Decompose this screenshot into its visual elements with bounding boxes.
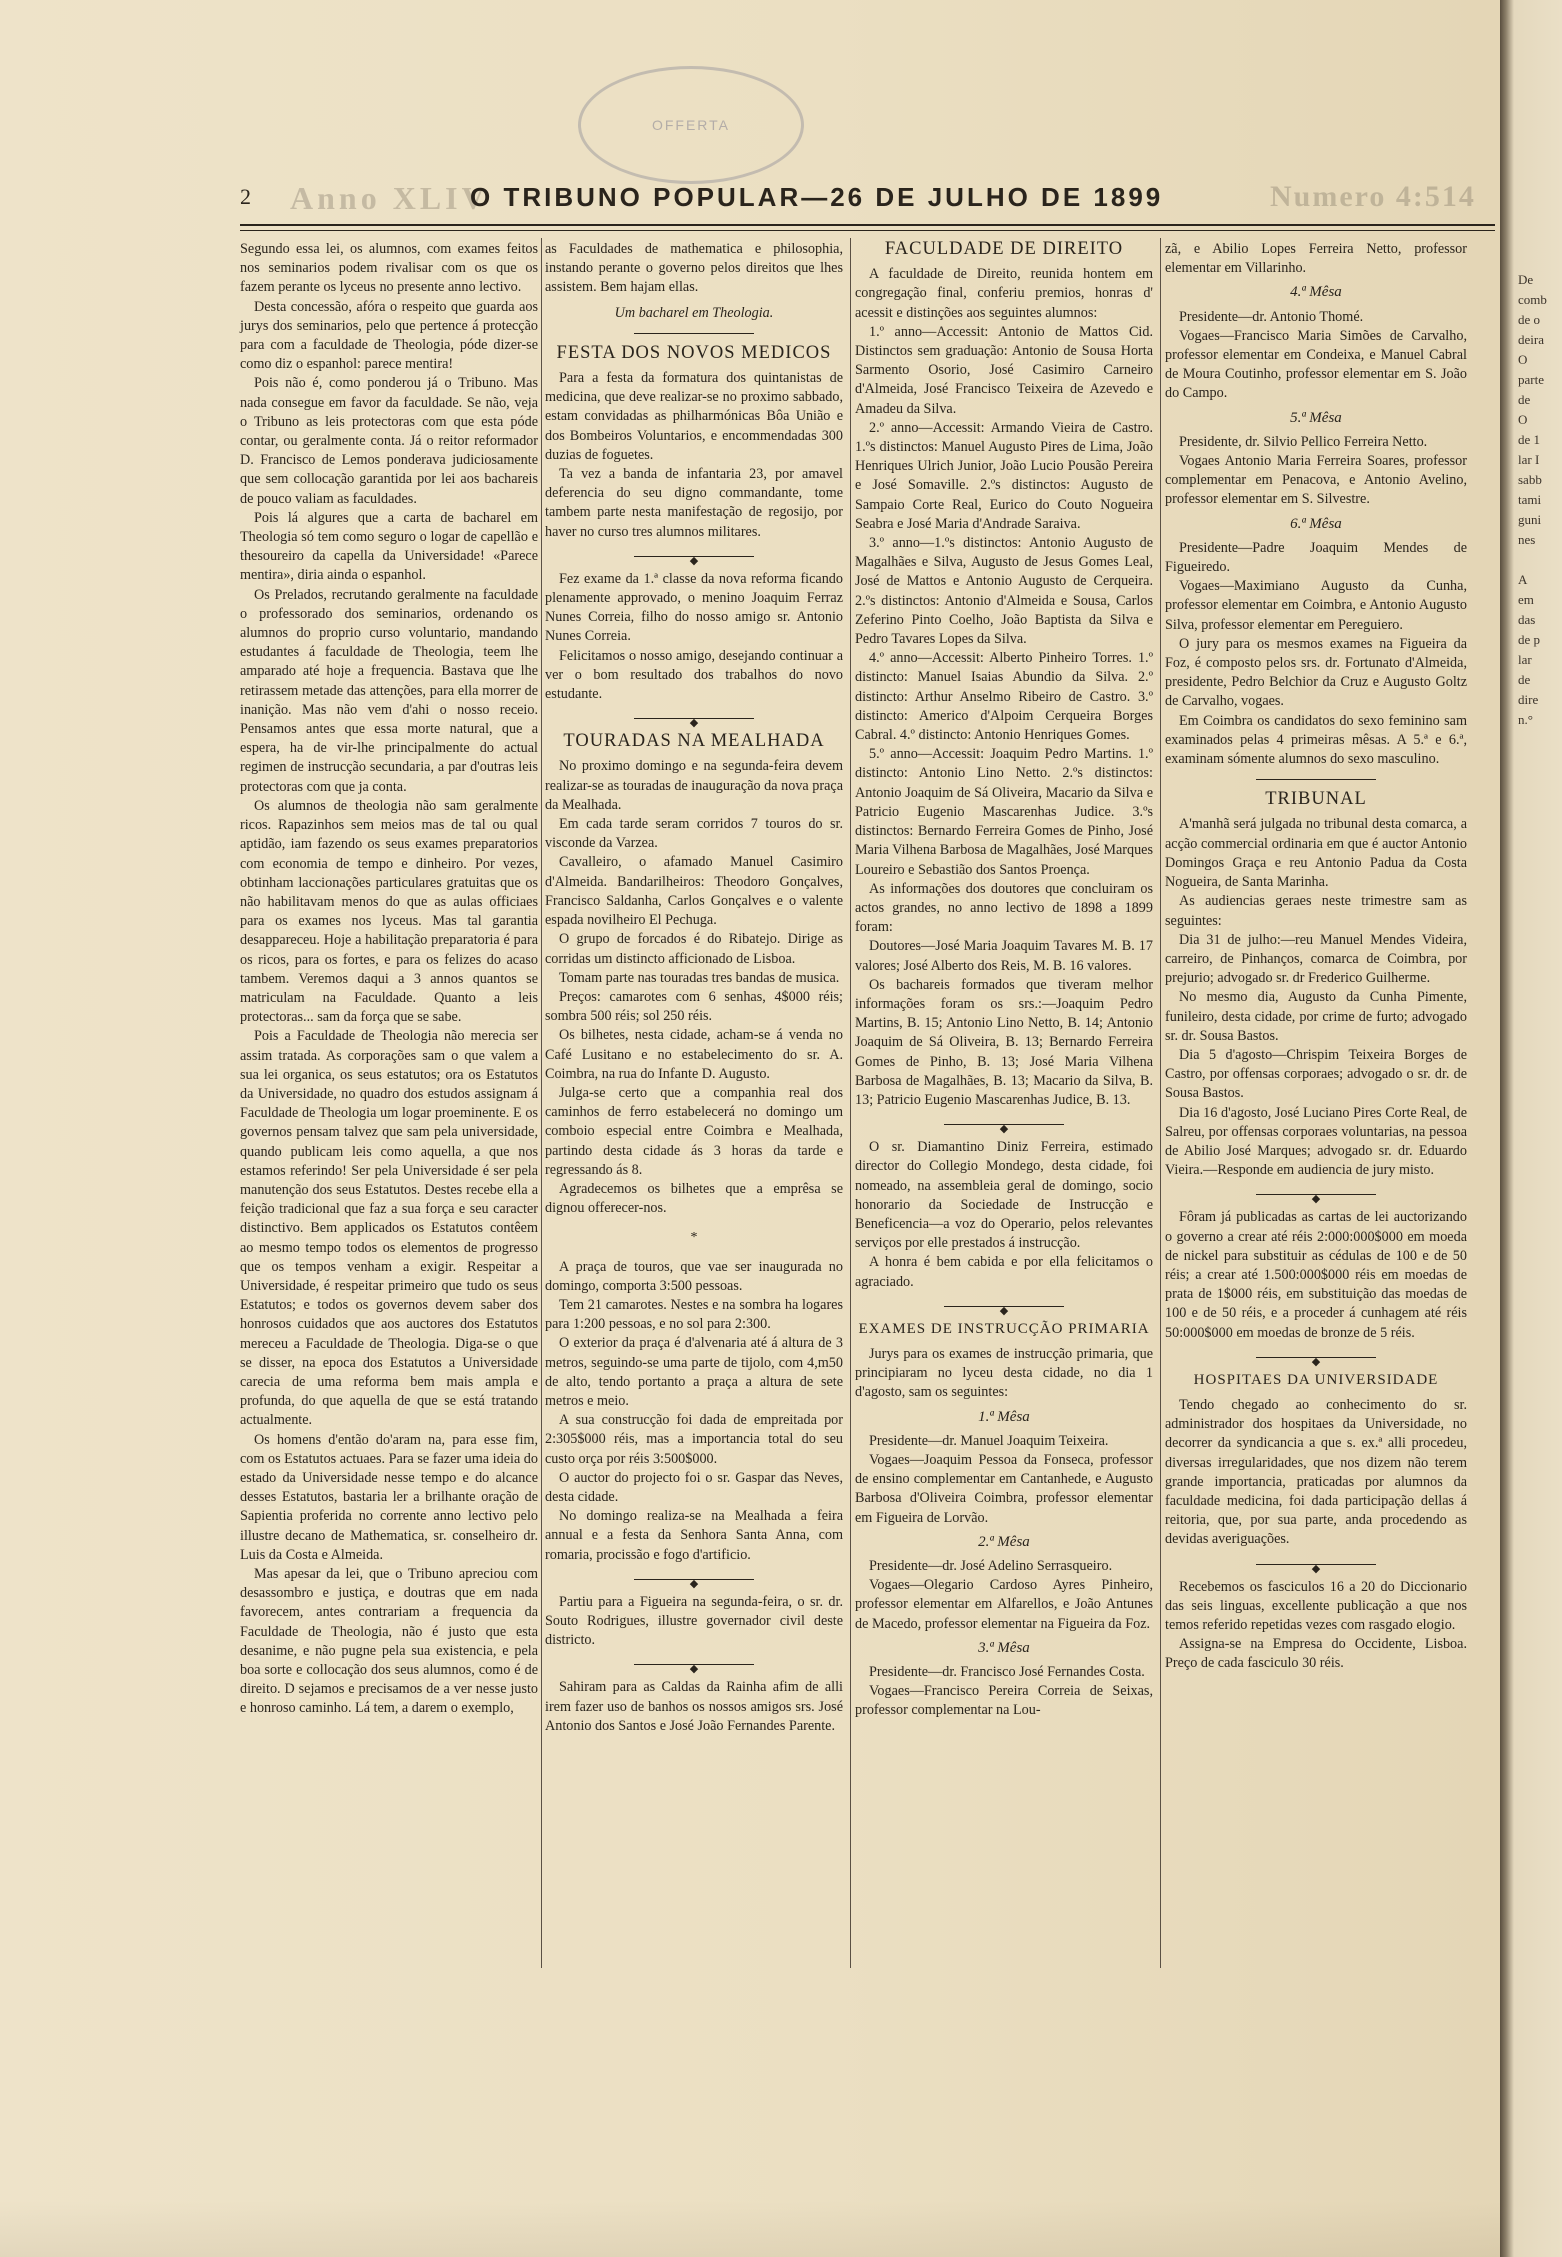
paragraph: Agradecemos os bilhetes que a emprêsa se dignou offerecer-nos. (545, 1180, 843, 1217)
asterisk-divider: * (690, 1230, 698, 1246)
ornament-divider: ◆ (1165, 1189, 1467, 1199)
paragraph: Tomam parte nas touradas tres bandas de musica. (559, 969, 840, 986)
ornament-divider: ◆ (545, 551, 843, 561)
column-3 (855, 240, 1153, 1721)
paragraph: Fôram já publicadas as cartas de lei auctorizando o governo a crear até réis 2:000:000$000 em moeda de nickel para substituir as cédulas de 100 e de 50 réis; a crear até 1.500:000$000 réis em moedas de prata de 1$000 réis, em substituição das moedas de 100 e de 50 réis, e a proceder á cunhagem até réis 50:000$000 em moedas de bronze de 5 réis. (1165, 1209, 1467, 1341)
paragraph: as Faculdades de mathematica e philosophia, instando perante o governo pelos direitos que lhes assistem. Bem hajam ellas. (545, 241, 843, 296)
mesa-label: 5.ª Mêsa (1290, 409, 1342, 426)
section-heading: TOURADAS NA MEALHADA (563, 731, 825, 752)
paragraph: A faculdade de Direito, reunida hontem em congregação final, conferiu premios, honras d' acessit e distinções aos seguintes alumnos: (855, 266, 1153, 321)
column-divider (541, 238, 542, 1968)
stamp-text: OFFERTA (651, 117, 731, 133)
paragraph: Jurys para os exames de instrucção primaria, que principiaram no lyceu desta cidade, no dia 1 d'agosto, sam os seguintes: (855, 1345, 1153, 1401)
paragraph: Os Prelados, recrutando geralmente na faculdade o professorado dos seminarios, ordenando os alumnos do proprio curso voluntario, mandando estudantes á faculdade de Theologia, teem lhe amparado até hoje a frequencia. Bastava que lhe retirassem metade das attenções, para ella morrer de inanição. Mas não vem d'ahi o nosso receio. Pensamos antes que essa morte natural, que a espera, ha de vir-lhe principalmente do actual regimen de instrucção secundaria, a par d'outras leis protectoras com que ja conta. (240, 586, 538, 795)
ornament-divider: ◆ (855, 1301, 1153, 1311)
header-rule (240, 224, 1495, 231)
paragraph: 2.º anno—Accessit: Armando Vieira de Castro. 1.ºs distinctos: Manuel Augusto Pires de Lima, João Henriques Ulrich Junior, João Lucio Pousão Pereira e José Somaville. 2.ºs distinctos: Augusto de Sampaio Corte Real, Eurico do Couto Nogueira Seabra e José Maria d'Andrade Saraiva. (855, 419, 1153, 532)
paragraph: Recebemos os fasciculos 16 a 20 do Diccionario das seis linguas, excellente publicação a que nos temos referido repetidas vezes com rasgado elogio. (1165, 1578, 1467, 1633)
paragraph: No domingo realiza-se na Mealhada a feira annual e a festa da Senhora Santa Anna, com romaria, procissão e fogo d'artificio. (545, 1508, 843, 1563)
paragraph: zã, e Abilio Lopes Ferreira Netto, professor elementar em Villarinho. (1165, 241, 1467, 277)
paragraph: Para a festa da formatura dos quintanistas de medicina, que deve realizar-se no proximo sabbado, estam convidadas as philharmónicas Bôa União e dos Bombeiros Voluntarios, e encommendadas 300 duzias de foguetes. (545, 370, 843, 463)
paragraph: Pois não é, como ponderou já o Tribuno. Mas nada consegue em favor da faculdade. Se não, veja o Tribuno as leis protectoras com que esta póde contar, ou geralmente conta. Já o reitor reformador D. Francisco de Lemos ponderava judiciosamente que sem collocação garantida por lei aos bachareis de pouco valiam as faculdades. (240, 375, 538, 507)
section-heading: EXAMES DE INSTRUCÇÃO PRIMARIA (858, 1320, 1150, 1337)
paragraph: Vogaes—Francisco Maria Simões de Carvalho, professor elementar em Condeixa, e Manuel Cabral de Moura Coutinho, professor elementar em S. João do Campo. (1165, 327, 1467, 402)
paragraph: Os bilhetes, nesta cidade, acham-se á venda no Café Lusitano e no estabelecimento do sr. A. Coimbra, na rua do Infante D. Augusto. (545, 1027, 843, 1082)
page-number: 2 (240, 184, 251, 209)
mesa-label: 4.ª Mêsa (1290, 284, 1342, 301)
paragraph: O jury para os mesmos exames na Figueira da Foz, é composto pelos srs. dr. Fortunato d'Almeida, presidente, Pedro Belchior da Cruz e Augusto Goltz de Carvalho, vogaes. (1165, 635, 1467, 710)
mesa-label: 6.ª Mêsa (1290, 515, 1342, 532)
mesa-label: 1.ª Mêsa (978, 1408, 1030, 1425)
library-stamp (578, 66, 804, 184)
paragraph: O grupo de forcados é do Ribatejo. Dirige as corridas um distincto afficionado de Lisboa. (545, 931, 843, 967)
paragraph: Dia 31 de julho:—reu Manuel Mendes Videira, carreiro, de Pinhanços, comarca de Coimbra, por prejurio; advogado sr. dr Frederico Guilherme. (1165, 931, 1467, 987)
paragraph: No proximo domingo e na segunda-feira devem realizar-se as touradas de inauguração da nova praça da Mealhada. (545, 758, 843, 813)
paragraph: Vogaes—Joaquim Pessoa da Fonseca, professor de ensino complementar em Cantanhede, e Augusto Barbosa d'Oliveira Coimbra, professor elementar em Figueira de Lorvão. (855, 1451, 1153, 1526)
section-heading: HOSPITAES DA UNIVERSIDADE (1193, 1371, 1439, 1388)
column-divider (850, 238, 851, 1968)
section-heading: FESTA DOS NOVOS MEDICOS (556, 342, 832, 363)
paragraph: Desta concessão, afóra o respeito que guarda aos jurys dos seminarios, pelo que pertence á protecção para com a faculdade de Theologia, póde dizer-se como diz o espanhol: parece mentira! (240, 298, 538, 373)
page-header (240, 180, 1500, 220)
paragraph: Dia 5 d'agosto—Chrispim Teixeira Borges de Castro, por offensas corporaes; advogado o sr. dr. de Sousa Bastos. (1165, 1046, 1467, 1102)
bleed-through-left: Anno XLIV (290, 180, 489, 216)
paragraph: Presidente—dr. Manuel Joaquim Teixeira. (869, 1432, 1109, 1449)
paragraph: Tem 21 camarotes. Nestes e na sombra ha logares para 1:200 pessoas, e no sol para 2:300. (545, 1296, 843, 1333)
paragraph: A praça de touros, que vae ser inaugurada no domingo, comporta 3:500 pessoas. (545, 1258, 843, 1294)
paragraph: Assigna-se na Empresa do Occidente, Lisboa. Preço de cada fasciculo 30 réis. (1165, 1636, 1467, 1672)
section-heading: FACULDADE DE DIREITO (884, 239, 1124, 259)
adjacent-page-edge (1500, 0, 1562, 2257)
paragraph: As audiencias geraes neste trimestre sam as seguintes: (1165, 893, 1467, 929)
paragraph: Ta vez a banda de infantaria 23, por amavel deferencia do seu digno commandante, tome tambem parte nesta manifestação de regosijo, por haver no curso tres alumnos militares. (545, 466, 843, 540)
page-shading (0, 2200, 1500, 2257)
divider (1256, 779, 1377, 780)
paragraph: A'manhã será julgada no tribunal desta comarca, a acção commercial ordinaria em que é auctor Antonio Domingos Graça e reu Antonio Padua da Costa Nogueira, de Santa Marinha. (1165, 816, 1467, 891)
paragraph: Presidente—dr. Antonio Thomé. (1179, 308, 1364, 325)
paragraph: Sahiram para as Caldas da Rainha afim de alli irem fazer uso de banhos os nossos amigos srs. José Antonio dos Santos e José João Fernandes Parente. (545, 1679, 843, 1734)
mesa-label: 3.ª Mêsa (978, 1639, 1030, 1656)
column-divider (1160, 238, 1161, 1968)
ornament-divider: ◆ (545, 1659, 843, 1669)
paragraph: Os bachareis formados que tiveram melhor informações foram os srs.:—Joaquim Pedro Martins, B. 15; Antonio Lino Netto, B. 14; Antonio Joaquim de Sá Oliveira, B. 13; Bernardo Ferreira Gomes de Pinho, B. 13; José Maria Vilhena Barbosa de Magalhães, B. 13; Macario da Silva, B. 13; Patricio Eugenio Mascarenhas Judice, B. 13. (855, 976, 1153, 1108)
ornament-divider: ◆ (545, 1574, 843, 1584)
paragraph: Em Coimbra os candidatos do sexo feminino sam examinados pelas 4 primeiras mêsas. A 5.ª e 6.ª, examinam sómente alumnos do sexo masculino. (1165, 712, 1467, 768)
paragraph: As informações dos doutores que concluiram os actos grandes, no anno lectivo de 1898 a 1899 foram: (855, 880, 1153, 936)
column-4 (1165, 240, 1467, 1674)
paragraph: Vogaes—Maximiano Augusto da Cunha, professor elementar em Coimbra, e Antonio Augusto Silva, professor elementar em Pereguiero. (1165, 578, 1467, 633)
paragraph: Mas apesar da lei, que o Tribuno apreciou com desassombro e justiça, e doutras que em nada favorecem, antes contrariam a frequencia da Faculdade de Theologia, não é justo que esta desanime, e não pugne pela sua existencia, e pela boa sorte e collocação dos seus alumnos, como é de direito. D sejamos e precisamos de a ver nesse justo e honroso caminho. Lá tem, a darem o exemplo, (240, 1566, 538, 1717)
paragraph: Presidente—Padre Joaquim Mendes de Figueiredo. (1165, 539, 1467, 576)
paragraph: Segundo essa lei, os alumnos, com exames feitos nos seminarios podem rivalisar com os que os fazem perante os lyceus no presente anno lectivo. (240, 241, 538, 296)
bleed-through-right: Numero 4:514 (1270, 180, 1476, 213)
ornament-divider: ◆ (1165, 1559, 1467, 1569)
paragraph: 4.º anno—Accessit: Alberto Pinheiro Torres. 1.º distincto: Manuel Isaias Abundio da Silva. 2.º distincto: Arthur Anselmo Ribeiro de Castro. 3.º distincto: Americo d'Alpoim Cerqueira Borges Cabral. 4.º distincto: Antonio Henriques Gomes. (855, 650, 1153, 744)
paragraph: A sua construcção foi dada de empreitada por 2:305$000 réis, mas a importancia total do seu custo orça por réis 3:500$000. (545, 1412, 843, 1467)
column-1 (240, 240, 538, 1719)
paragraph: Tendo chegado ao conhecimento do sr. administrador dos hospitaes da Universidade, no decorrer da syndicancia a que s. ex.ª alli procedeu, diversas irregularidades, que nos dizem não terem grande importancia, praticadas por alumnos da faculdade medicina, foi dada participação dellas á reitoria, que, por sua parte, anda procedendo as devidas averiguações. (1165, 1396, 1467, 1548)
paragraph: Vogaes—Francisco Pereira Correia de Seixas, professor complementar na Lou- (855, 1683, 1153, 1719)
paragraph: Presidente—dr. José Adelino Serrasqueiro. (869, 1558, 1113, 1574)
paragraph: Dia 16 d'agosto, José Luciano Pires Corte Real, de Salreu, por offensas corporaes voluntarias, na pessoa de Abilio José Marques; advogado sr. dr. Eduardo Vieira.—Responde em audiencia de jury misto. (1165, 1104, 1467, 1179)
adjacent-page-text: De comb de o deira O parte de O de 1 lar I sabb tami guni nes A em das de p lar de dire n.° (1518, 272, 1547, 727)
paragraph: Os homens d'então do'aram na, para esse fim, com os Estatutos actuaes. Para se fazer uma ideia do estado da Universidade nesse tempo e do alcance desses Estatutos, bastaria ler a brilhante oração de Sapientia proferida no corrente anno lectivo pelo illustre decano de Mathematica, sr. conselheiro dr. Luis da Costa e Almeida. (240, 1431, 538, 1563)
paragraph: 3.º anno—1.ºs distinctos: Antonio Augusto de Magalhães e Silva, Augusto de Jesus Gomes Leal, José de Mattos e Antonio Augusto de Cerqueira. 2.ºs distinctos: Antonio d'Almeida e Sousa, Carlos Zeferino Pinto Coelho, João Baptista da Silva e Pedro Tavares Lopes da Silva. (855, 535, 1153, 648)
section-heading: TRIBUNAL (1265, 789, 1367, 810)
mesa-label: 2.ª Mêsa (978, 1533, 1030, 1550)
paragraph: Pois a Faculdade de Theologia não merecia ser assim tratada. As corporações sam o que valem a sua lei organica, os seus estatutos; ora os Estatutos da Universidade, no quadro dos estudos assignam á Faculdade de Theologia um logar proeminente. E os governos pensam talvez que sam pela universidade, quando publicam leis como aquella, a que nos estamos referindo! Ser pela Universidade é ser pela manutenção dos seus Estatutos. Destes recebe ella a feição tradicional que faz a sua força e seu caracter distinctivo. Bem applicados os Estatutos contêem ao mesmo tempo todos os elementos de progresso que os tempos venham a exigir. Respeitar a Universidade, é respeitar primeiro que tudo os seus Estatutos; e todos os governos devem saber dos honrosos cuidados que aos auctores dos Estatutos mereceu a Faculdade de Theologia. Diga-se o que se disser, na epoca dos Estatutos a Universidade carecia de uma reforma bem mais ampla e profunda, do que aquella de que se está tratando actualmente. (240, 1028, 538, 1429)
paragraph: Presidente—dr. Francisco José Fernandes Costa. (869, 1664, 1145, 1681)
paragraph: Vogaes Antonio Maria Ferreira Soares, professor complementar em Penacova, e Antonio Avelino, professor elementar em S. Silvestre. (1165, 453, 1467, 508)
ornament-divider: ◆ (855, 1119, 1153, 1129)
paragraph: No mesmo dia, Augusto da Cunha Pimente, funileiro, desta cidade, por crime de furto; advogado sr. dr. Sousa Bastos. (1165, 989, 1467, 1044)
paragraph: Vogaes—Olegario Cardoso Ayres Pinheiro, professor elementar em Alfarellos, e João Antunes de Macedo, professor elementar na Figueira da Foz. (855, 1577, 1153, 1632)
paragraph: Pois lá algures que a carta de bacharel em Theologia só tem como seguro o logar de capellão e thesoureiro da capella da Universidade! «Parece mentira», diria ainda o espanhol. (240, 509, 538, 584)
paragraph: A honra é bem cabida e por ella felicitamos o agraciado. (855, 1254, 1153, 1290)
paragraph: Cavalleiro, o afamado Manuel Casimiro d'Almeida. Bandarilheiros: Theodoro Gonçalves, Francisco Saldanha, Carlos Gonçalves e o valente espada novilheiro El Pechuga. (545, 854, 843, 929)
paragraph: Felicitamos o nosso amigo, desejando continuar a ver o bom resultado dos trabalhos do novo estudante. (545, 647, 843, 703)
ornament-divider: ◆ (1165, 1352, 1467, 1362)
paragraph: O sr. Diamantino Diniz Ferreira, estimado director do Collegio Mondego, desta cidade, foi nomeado, na assembleia geral de domingo, socio honorario da Sociedade de Instrucção e Beneficencia—a voz do Operario, pelos relevantes serviços por elle prestados á instrucção. (855, 1139, 1153, 1252)
paragraph: Partiu para a Figueira na segunda-feira, o sr. dr. Souto Rodrigues, illustre governador civil deste districto. (545, 1593, 843, 1649)
divider (634, 333, 753, 334)
ornament-divider: ◆ (545, 713, 843, 723)
paragraph: Preços: camarotes com 6 senhas, 4$000 réis; sombra 500 réis; sol 250 réis. (545, 988, 843, 1025)
paragraph: Doutores—José Maria Joaquim Tavares M. B. 17 valores; José Alberto dos Reis, M. B. 16 valores. (855, 938, 1153, 974)
paragraph: Em cada tarde seram corridos 7 touros do sr. visconde da Varzea. (545, 816, 843, 852)
paragraph: O auctor do projecto foi o sr. Gaspar das Neves, desta cidade. (545, 1469, 843, 1505)
paragraph: 1.º anno—Accessit: Antonio de Mattos Cid. Distinctos sem graduação: Antonio de Sousa Horta Sarmento Osorio, José Casimiro Carneiro d'Almeida, José Francisco Teixeira de Azevedo e Amadeu da Silva. (855, 323, 1153, 417)
column-2 (545, 240, 843, 1736)
paragraph: Os alumnos de theologia não sam geralmente ricos. Rapazinhos sem meios mas de tal ou qual aptidão, iam fazendo os seus exames preparatorios com economia de tempo e dinheiro. Por vezes, obtinham laccionações particulares gratuitas que os não habilitavam menos do que as aulas officiaes para os exames nos lyceus. Mas tal garantia desappareceu. Hoje a habilitação preparatoria é para os ricos, para os fortes, e para os felizes do acaso tambem. Veremos daqui a 3 annos quantos se matriculam na Faculdade. Quanto a leis protectoras... sam da força que se sabe. (240, 797, 538, 1026)
paragraph: Presidente, dr. Silvio Pellico Ferreira Netto. (1179, 433, 1428, 450)
newspaper-title: O TRIBUNO POPULAR—26 DE JULHO DE 1899 (470, 182, 1164, 212)
paragraph: Fez exame da 1.ª classe da nova reforma ficando plenamente approvado, o menino Joaquim Ferraz Nunes Correia, filho do nosso amigo sr. Antonio Nunes Correia. (545, 570, 843, 645)
paragraph: O exterior da praça é d'alvenaria até á altura de 3 metros, seguindo-se uma parte de tijolo, com 4,m50 de alto, tendo portanto a praça a altura de sete metros e meio. (545, 1335, 843, 1409)
article-signature: Um bacharel em Theologia. (614, 304, 774, 321)
paragraph: Julga-se certo que a companhia real dos caminhos de ferro estabelecerá no domingo um comboio especial entre Coimbra e Mealhada, partindo desta cidade ás 3 horas da tarde e regressando ás 8. (545, 1084, 843, 1178)
paragraph: 5.º anno—Accessit: Joaquim Pedro Martins. 1.º distincto: Antonio Lino Netto. 2.ºs distinctos: Antonio Joaquim de Sá Oliveira, Macario da Silva e Patricio Eugenio Mascarenhas Judice. 3.ºs distinctos: Bernardo Ferreira Gomes de Pinho, José Maria Vilhena Barbosa de Magalhães, José Marques Loureiro e Sebastião dos Santos Proença. (855, 746, 1153, 878)
